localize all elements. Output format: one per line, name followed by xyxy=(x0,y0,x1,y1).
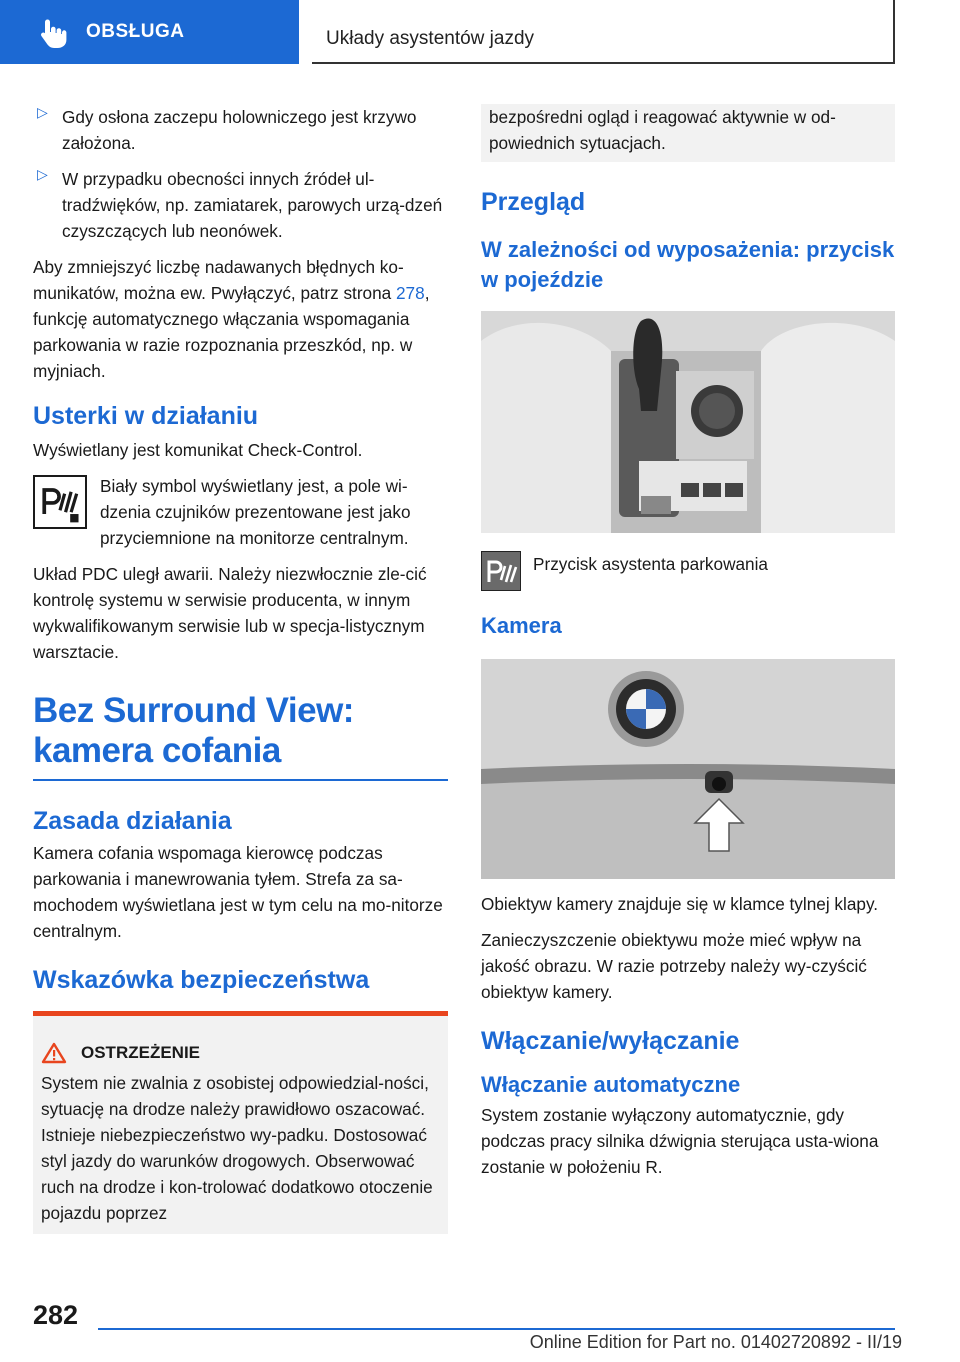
chapter-title-text: Układy asystentów jazdy xyxy=(326,28,535,49)
paragraph-text: , funkcję automatycznego włączania wspomagania parkowania w razie rozpoznania przeszkód, np. w myjniach. xyxy=(33,283,430,381)
parking-assistant-icon[interactable] xyxy=(481,551,521,591)
paragraph: Kamera cofania wspomaga kierowcę podczas parkowania i manewrowania tyłem. Strefa za sa-mochodem wyświetlana jest w tym celu na mo-nitorze centralnym. xyxy=(33,843,443,941)
icon-row xyxy=(33,473,448,551)
warning-continuation xyxy=(481,104,895,162)
edition-text: Online Edition for Part no. 01402720892 - II/19 xyxy=(529,1332,902,1352)
list-item xyxy=(33,104,448,156)
button-caption: Przycisk asystenta parkowania xyxy=(533,554,768,574)
warning-text: System nie zwalnia z osobistej odpowiedzial-ności, sytuację na drodze należy prawidłowo oszacować. Istnieje niebezpieczeństwo wy-padku. Dostosować styl jazdy do warunków drogowych. Obserwować ruch na drodze i kon-trolować dodatkowo otoczenie pojazdu poprzez xyxy=(41,1073,433,1223)
left-column xyxy=(33,104,448,1234)
camera-location-image xyxy=(481,659,895,879)
heading-wskazowka: Wskazówka bezpieczeństwa xyxy=(33,966,370,994)
warning-text: bezpośredni ogląd i reagować aktywnie w od-powiednich sytuacjach. xyxy=(489,107,836,153)
heading-zasada: Zasada działania xyxy=(33,807,232,835)
list-item xyxy=(33,166,448,244)
section-tab-label: OBSŁUGA xyxy=(86,21,185,42)
warning-title: OSTRZEŻENIE xyxy=(81,1043,201,1062)
list-item-text: W przypadku obecności innych źródeł ul-tradźwięków, np. zamiatarek, parowych urzą-dzeń czyszczących lub neonówek. xyxy=(62,169,443,241)
warning-header xyxy=(41,1042,440,1064)
footer-rule xyxy=(98,1328,895,1330)
triangle-bullet-icon: ▷ xyxy=(37,104,48,120)
list-item-text: Gdy osłona zaczepu holowniczego jest krzywo założona. xyxy=(62,107,417,153)
icon-row xyxy=(481,551,895,591)
heading-wlaczanie: Włączanie/wyłączanie xyxy=(481,1027,740,1055)
paragraph: Układ PDC uległ awarii. Należy niezwłocznie zle-cić kontrolę systemu w serwisie producenta, w innym wykwalifikowanym serwisie lub w specja-listycznym warsztacie. xyxy=(33,564,427,662)
pdc-sensor-icon xyxy=(33,475,87,529)
heading-wyposazenie: W zależności od wyposażenia: przycisk w pojeździe xyxy=(481,237,895,292)
page-link[interactable]: 278 xyxy=(396,283,425,303)
heading-usterki: Usterki w działaniu xyxy=(33,402,259,430)
chapter-heading-block xyxy=(33,691,448,781)
warning-box xyxy=(33,1011,448,1234)
paragraph: Zanieczyszczenie obiektywu może mieć wpływ na jakość obrazu. W razie potrzeby należy wy-czyścić obiektyw kamery. xyxy=(481,930,867,1002)
heading-main: Bez Surround View: kamera cofania xyxy=(33,691,354,770)
paragraph: System zostanie wyłączony automatycznie, gdy podczas pracy silnika dźwignia sterująca usta-wiona zostanie w położeniu R. xyxy=(481,1105,879,1177)
heading-automat: Włączanie automatyczne xyxy=(481,1072,741,1097)
paragraph: Obiektyw kamery znajduje się w klamce tylnej klapy. xyxy=(481,894,879,914)
heading-kamera: Kamera xyxy=(481,613,562,638)
warning-triangle-icon xyxy=(41,1042,67,1064)
paragraph: Biały symbol wyświetlany jest, a pole wi-dzenia czujników prezentowane jest jako przyciemnione na monitorze centralnym. xyxy=(100,476,411,548)
right-column xyxy=(481,104,895,1190)
section-tab[interactable] xyxy=(0,0,299,64)
paragraph-text: Aby zmniejszyć liczbę nadawanych błędnych ko-munikatów, można ew. Pwyłączyć, patrz strona xyxy=(33,257,404,303)
paragraph: Wyświetlany jest komunikat Check-Control. xyxy=(33,440,363,460)
triangle-bullet-icon: ▷ xyxy=(37,166,48,182)
heading-przeglad: Przegląd xyxy=(481,188,586,216)
hand-pointer-icon xyxy=(32,12,72,52)
chapter-title xyxy=(312,0,895,64)
center-console-image xyxy=(481,311,895,533)
paragraph xyxy=(33,254,448,384)
page-number: 282 xyxy=(33,1300,79,1330)
